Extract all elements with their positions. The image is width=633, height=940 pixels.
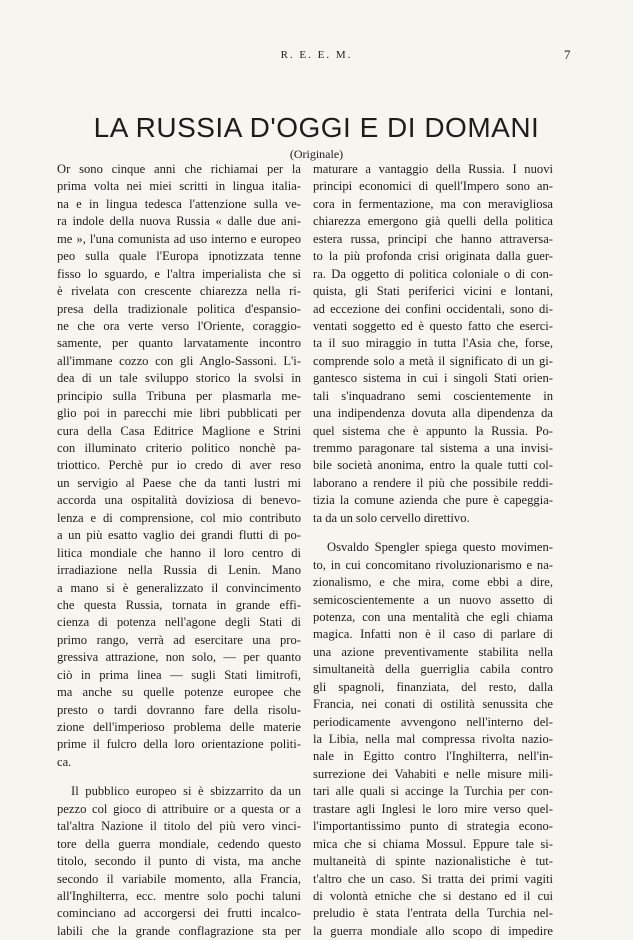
text-line: litica mondiale che hanno il loro centro di — [57, 545, 301, 560]
paragraph-gap — [313, 527, 553, 539]
text-line: potenza, con una mentalità che egli chiama — [313, 609, 553, 624]
text-line: ra indole della nuova Russia « dalle due ani- — [57, 214, 301, 229]
text-line: un servigio al Paese che da tanti lustri mi — [57, 475, 301, 490]
text-line: pezzo col gioco di attribuire or a questa or a — [57, 801, 301, 816]
running-header: R. E. E. M. — [280, 49, 353, 61]
text-line: periodicamente avvengono nell'interno del- — [313, 714, 553, 729]
text-line: una azione preventivamente stabilita nella — [313, 644, 553, 659]
text-line: mica che si chiama Mossul. Eppure tale si- — [313, 836, 553, 851]
text-line: all'Inghilterra, ecc. mentre solo pochi taluni — [57, 888, 301, 903]
text-line: cura della Casa Editrice Maglione e Strini — [57, 423, 301, 438]
text-line: tore della guerra mondiale, cedendo questo — [57, 836, 301, 851]
text-line: triottico. Perchè pur io credo di aver reso — [57, 458, 301, 473]
text-line: all'immane cozzo con gli Anglo-Sassoni. L'i- — [57, 353, 301, 368]
text-line: t'altro che un caso. Si tratta dei primi vagiti — [313, 871, 553, 886]
text-line: con illuminato criterio politico nonchè pa- — [57, 441, 301, 455]
text-line: ciò in prima linea — sugli Stati limitrofi, — [57, 667, 301, 682]
text-line: Francia, nei conati di ostilità senussita che — [313, 697, 553, 712]
text-line: multaneità di spinte nazionalistiche è tut- — [313, 854, 553, 869]
text-line: che questa Russia, tornata in grande effi- — [57, 597, 301, 612]
text-line: zionalismo, e che mira, come ebbi a dire, — [313, 575, 553, 590]
text-line: secondo il variabile momento, alla Francia, — [57, 871, 301, 886]
text-line: tari alle quali si accinge la Turchia per con- — [313, 784, 553, 799]
text-line: Or sono cinque anni che richiamai per la — [57, 162, 301, 176]
text-line: ta il suo miraggio in tutta l'Asia che, forse, — [313, 336, 553, 351]
text-line: ma anche su quelle potenze europee che — [57, 685, 301, 700]
text-line: la Libia, nella mal compressa rivolta nazio- — [313, 732, 553, 746]
text-line: è rivelata con crescente chiarezza nella ri- — [57, 284, 301, 299]
text-line: cominciano ad accorgersi dei frutti incalco- — [57, 906, 301, 921]
paragraph-gap — [57, 771, 301, 783]
text-line: tal'altra Nazione il titolo del più vero vinci- — [57, 819, 301, 834]
text-line: to, in cui concomitano rivoluzionarismo e na- — [313, 557, 553, 572]
text-line: la guerra mondiale allo scopo di impedire — [313, 923, 553, 938]
text-line: comprende solo a metà il significato di un gi- — [313, 353, 553, 368]
text-line: magica. Infatti non è il caso di parlare di — [313, 627, 553, 642]
text-line: fisso lo sguardo, e l'altra imperialista che si — [57, 266, 301, 281]
text-line: laborano a rendere il più che possibile reddi- — [313, 475, 553, 490]
text-line: ad eccezione dei confini occidentali, sono di- — [313, 301, 553, 316]
text-line: tali s'inquadrano semi coscientemente in — [313, 388, 553, 403]
text-line: una indipendenza dovuta alla dipendenza da — [313, 406, 553, 421]
text-line: to la più profonda crisi originata dalla guer- — [313, 249, 553, 264]
text-line: ca. — [57, 754, 72, 769]
text-line: ta da un solo cervello direttivo. — [313, 510, 470, 525]
text-line: Il pubblico europeo si è sbizzarrito da un — [71, 784, 301, 799]
text-line: Osvaldo Spengler spiega questo movimen- — [327, 540, 553, 555]
text-line: preludio è stata l'entrata della Turchia nel- — [313, 906, 553, 921]
text-line: principi economici di quell'Impero sono an- — [313, 179, 553, 194]
text-line: peo sulla quale l'Europa ipnotizzata tenne — [57, 249, 301, 264]
article-title: LA RUSSIA D'OGGI E DI DOMANI — [93, 112, 540, 143]
text-line: lenza e di comprensione, col mio contributo — [57, 510, 301, 525]
text-line: a un più esatto vaglio dei grandi flutti di po- — [57, 528, 301, 543]
text-line: samente, per quanto larvatamente incontro — [57, 336, 301, 351]
text-line: cienza di potenza nell'agone degli Stati di — [57, 615, 301, 630]
text-line: trastare agli Inglesi le loro mire verso quel- — [313, 801, 553, 816]
text-line: gressiva attrazione, non solo, — per quanto — [57, 650, 301, 665]
text-line: prime il fulcro della loro orientazione politi- — [57, 737, 301, 752]
text-line: primo rango, verrà ad esercitare una pro- — [57, 632, 301, 647]
text-line: maturare a vantaggio della Russia. I nuovi — [313, 162, 553, 176]
text-line: zione dell'imperioso problema delle materie — [57, 720, 301, 734]
text-line: titolo, secondo il punto di vista, ma anche — [57, 854, 301, 869]
text-line: principio sulla Tribuna per plasmarla me- — [57, 388, 301, 403]
text-column-right — [313, 161, 553, 940]
text-line: presto o tardi dovranno fare della risolu- — [57, 702, 301, 717]
text-line: semicoscientemente a un nuovo assetto di — [313, 592, 553, 607]
article-subtitle: (Originale) — [289, 147, 344, 161]
page-number: 7 — [564, 47, 571, 62]
text-line: bile società anonima, entro la quale tutti col- — [313, 458, 553, 473]
text-line: dea di un tale sviluppo storico la svolsi in — [57, 371, 301, 386]
text-line: ne che ora verte verso l'Oriente, coraggio- — [57, 318, 301, 333]
text-line: me », l'una comunista ad uso interno e europeo — [57, 231, 301, 246]
text-line: estera russa, principi che hanno attraversa- — [313, 231, 553, 246]
text-line: nale in Egitto contro l'Inghilterra, nell'in- — [313, 749, 553, 764]
text-line: simultaneità della guerriglia cabila contro — [313, 662, 553, 677]
text-line: tremmo paragonare tal sistema a una invisi- — [313, 441, 553, 455]
text-line: quel sistema che è appunto la Russia. Po- — [313, 423, 553, 438]
text-line: l'importantissimo punto di strategia econo- — [313, 819, 553, 834]
text-line: tizia la comune azienda che pure è capeggia- — [313, 493, 553, 508]
text-line: di volontà etniche che si destano ed il cui — [313, 888, 553, 903]
text-line: presa della tradizionale politica d'espansio- — [57, 301, 301, 316]
text-line: accorda una ospitalità doviziosa di benevo- — [57, 493, 301, 508]
text-line: cora in fermentazione, ma con meravigliosa — [313, 196, 553, 211]
text-line: ventati soggetto ed è questo fatto che eserci- — [313, 318, 553, 333]
text-line: chiarezza emergono già quelli della politica — [313, 214, 553, 229]
text-column-left — [57, 161, 301, 940]
text-line: prima volta nei miei scritti in lingua italia- — [57, 179, 301, 194]
text-line: ra. Da oggetto di politica coloniale o di con- — [313, 266, 553, 281]
text-line: irradiazione nella Russia di Lenin. Mano — [57, 563, 301, 578]
text-line: quista, gli Stati periferici vicini e lontani, — [313, 284, 553, 299]
text-line: glio poi in parecchi mie libri pubblicati per — [57, 406, 301, 421]
text-line: na e in lingua tedesca l'attenzione sulla ve- — [57, 196, 301, 211]
text-line: gantesco sistema in cui i singoli Stati orien- — [313, 371, 553, 386]
text-line: gli spagnoli, finanziata, del resto, dalla — [313, 679, 553, 694]
text-line: a mano si è generalizzato il convincimento — [57, 580, 301, 595]
text-line: labili che la grande conflagrazione sta per — [57, 923, 301, 938]
text-line: surrezione dei Vahabiti e nelle misure mili- — [313, 766, 553, 781]
